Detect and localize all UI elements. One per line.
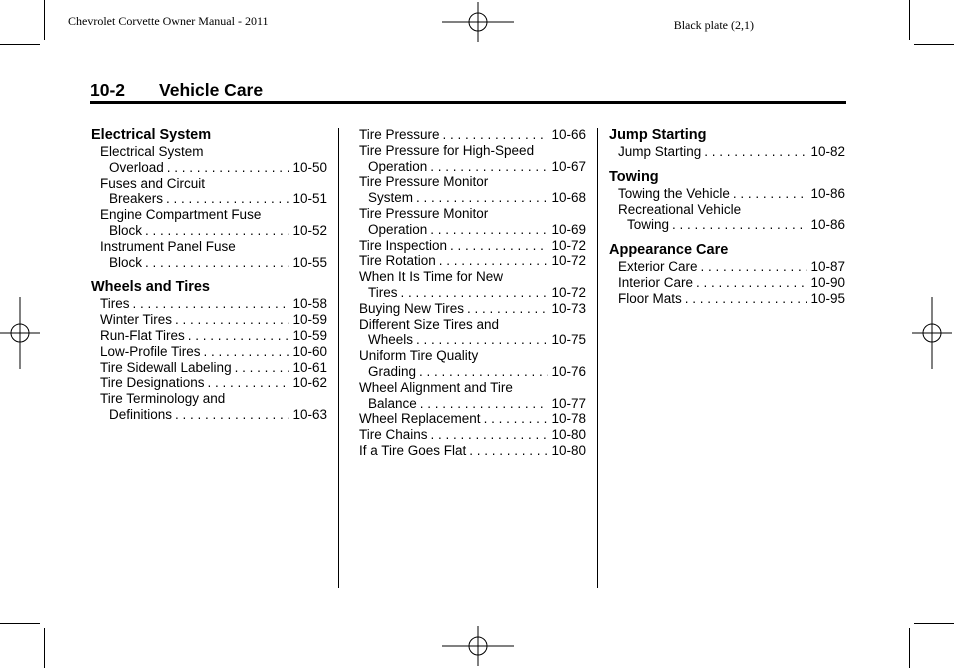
entry-text: Tire Pressure Monitor <box>359 174 489 190</box>
crop-mark <box>0 44 40 45</box>
toc-entry[interactable] <box>91 207 327 239</box>
crop-mark <box>914 623 954 624</box>
page-number: 10-78 <box>551 411 586 427</box>
page-number: 10-90 <box>810 274 845 290</box>
leader-dots <box>145 223 289 239</box>
leader-dots <box>235 360 290 376</box>
toc-entry[interactable] <box>91 312 327 328</box>
toc-entry[interactable] <box>609 202 845 234</box>
entry-text: Tire Sidewall Labeling <box>100 359 232 375</box>
page-number: 10-72 <box>551 284 586 300</box>
group-title: Wheels and Tires <box>91 279 210 296</box>
group-title: Electrical System <box>91 127 212 143</box>
group-title: Appearance Care <box>609 242 729 259</box>
page-number: 10-55 <box>292 254 327 270</box>
leader-dots <box>484 411 549 427</box>
leader-dots <box>431 427 549 443</box>
toc-entry[interactable] <box>91 296 327 312</box>
section-number: 10-2 <box>90 80 126 100</box>
entry-text: Tire Pressure for High-Speed <box>359 142 535 158</box>
leader-dots <box>167 160 290 176</box>
entry-text: Tire Pressure Monitor <box>359 205 489 221</box>
leader-dots <box>704 144 807 160</box>
page-number: 10-66 <box>551 127 586 142</box>
leader-dots <box>416 190 548 206</box>
toc-entry[interactable] <box>91 375 327 391</box>
leader-dots <box>469 443 548 459</box>
entry-text: Towing the Vehicle <box>618 185 730 201</box>
page-number: 10-86 <box>810 217 845 233</box>
leader-dots <box>420 396 549 412</box>
leader-dots <box>696 275 807 291</box>
page-number: 10-80 <box>551 442 586 458</box>
toc-entry[interactable] <box>359 127 586 143</box>
page-number: 10-80 <box>551 427 586 443</box>
toc-entry[interactable] <box>359 427 586 443</box>
entry-text: Block <box>109 222 143 238</box>
toc-entry[interactable] <box>91 391 327 423</box>
leader-dots <box>208 375 290 391</box>
entry-text: Fuses and Circuit <box>100 175 206 191</box>
entry-text: Recreational Vehicle <box>618 201 742 217</box>
page-number: 10-50 <box>292 159 327 175</box>
leader-dots <box>416 332 548 348</box>
column-divider <box>597 128 598 588</box>
toc-entry[interactable] <box>359 253 586 269</box>
leader-dots <box>430 159 548 175</box>
entry-text: Electrical System <box>100 144 204 159</box>
entry-text: Grading <box>368 363 417 379</box>
page-number: 10-67 <box>551 158 586 174</box>
toc-entry[interactable] <box>609 144 845 160</box>
leader-dots <box>166 191 289 207</box>
toc-entry[interactable] <box>359 411 586 427</box>
leader-dots <box>204 344 290 360</box>
registration-mark-icon <box>442 2 514 42</box>
leader-dots <box>188 328 290 344</box>
page-number: 10-76 <box>551 363 586 379</box>
page-number: 10-59 <box>292 312 327 328</box>
toc-column-2 <box>359 127 586 459</box>
leader-dots <box>439 253 549 269</box>
toc-entry[interactable] <box>359 380 586 412</box>
entry-text: Jump Starting <box>618 144 702 159</box>
registration-mark-icon <box>0 297 40 369</box>
registration-mark-icon <box>912 297 952 369</box>
leader-dots <box>175 312 289 328</box>
entry-text: Operation <box>368 158 428 174</box>
page-number: 10-68 <box>551 190 586 206</box>
entry-text: Tire Rotation <box>359 253 436 269</box>
entry-text: When It Is Time for New <box>359 269 504 285</box>
leader-dots <box>733 186 808 202</box>
leader-dots <box>450 238 548 254</box>
crop-mark <box>44 0 45 40</box>
column-divider <box>338 128 339 588</box>
leader-dots <box>401 285 549 301</box>
entry-text: Tire Terminology and <box>100 391 226 407</box>
entry-text: Low-Profile Tires <box>100 343 201 359</box>
section-title: Vehicle Care <box>159 80 264 100</box>
leader-dots <box>672 217 807 233</box>
toc-column-3 <box>609 127 845 307</box>
group-title: Jump Starting <box>609 127 707 143</box>
page-number: 10-75 <box>551 332 586 348</box>
leader-dots <box>685 291 808 307</box>
entry-text: Floor Mats <box>618 290 682 306</box>
page-number: 10-72 <box>551 253 586 269</box>
page-number: 10-87 <box>810 259 845 275</box>
entry-text: Overload <box>109 159 164 175</box>
entry-text: System <box>368 190 414 206</box>
toc-entry[interactable] <box>609 275 845 291</box>
entry-text: Breakers <box>109 191 164 207</box>
entry-text: Operation <box>368 221 428 237</box>
group-title: Towing <box>609 168 659 185</box>
leader-dots <box>175 407 289 423</box>
page-number: 10-59 <box>292 327 327 343</box>
page-number: 10-61 <box>292 359 327 375</box>
page-number: 10-73 <box>551 300 586 316</box>
toc-entry[interactable] <box>91 344 327 360</box>
toc-entry[interactable] <box>609 259 845 275</box>
leader-dots <box>467 301 548 317</box>
entry-text: Definitions <box>109 406 173 422</box>
crop-mark <box>44 628 45 668</box>
entry-text: Balance <box>368 395 417 411</box>
leader-dots <box>430 222 548 238</box>
registration-mark-icon <box>442 626 514 666</box>
entry-text: Buying New Tires <box>359 300 465 316</box>
entry-text: Tire Designations <box>100 375 205 391</box>
toc-column-1 <box>91 127 327 423</box>
leader-dots <box>419 364 548 380</box>
page-number: 10-63 <box>292 406 327 422</box>
page-number: 10-62 <box>292 375 327 391</box>
toc-entry[interactable] <box>91 176 327 208</box>
entry-text: If a Tire Goes Flat <box>359 442 467 458</box>
entry-text: Towing <box>627 217 670 233</box>
page-number: 10-58 <box>292 296 327 312</box>
title-rule <box>90 101 846 104</box>
toc-entry[interactable] <box>91 360 327 376</box>
page-number: 10-69 <box>551 221 586 237</box>
toc-entry[interactable] <box>91 239 327 271</box>
entry-text: Winter Tires <box>100 312 173 328</box>
entry-text: Engine Compartment Fuse <box>100 207 262 223</box>
page-number: 10-77 <box>551 395 586 411</box>
crop-mark <box>914 44 954 45</box>
page-number: 10-82 <box>810 144 845 159</box>
entry-text: Different Size Tires and <box>359 316 500 332</box>
toc-entry[interactable] <box>359 206 586 238</box>
running-header: Chevrolet Corvette Owner Manual - 2011 <box>68 14 269 28</box>
page-number: 10-60 <box>292 343 327 359</box>
toc-entry[interactable] <box>609 291 845 307</box>
entry-text: Block <box>109 254 143 270</box>
page-number: 10-52 <box>292 222 327 238</box>
entry-text: Run-Flat Tires <box>100 327 185 343</box>
toc-entry[interactable] <box>359 143 586 175</box>
leader-dots <box>443 127 549 143</box>
entry-text: Tires <box>100 296 130 312</box>
entry-text: Tire Inspection <box>359 237 448 253</box>
entry-text: Wheels <box>368 332 414 348</box>
toc-entry[interactable] <box>359 443 586 459</box>
toc-entry[interactable] <box>359 174 586 206</box>
entry-text: Uniform Tire Quality <box>359 348 479 364</box>
leader-dots <box>701 259 808 275</box>
plate-label: Black plate (2,1) <box>673 18 754 32</box>
toc-entry[interactable] <box>359 317 586 349</box>
page-number: 10-51 <box>292 191 327 207</box>
toc-entry[interactable] <box>359 238 586 254</box>
entry-text: Tires <box>368 284 398 300</box>
page-number: 10-72 <box>551 237 586 253</box>
toc-entry[interactable] <box>91 144 327 176</box>
toc-entry[interactable] <box>609 186 845 202</box>
crop-mark <box>909 628 910 668</box>
entry-text: Wheel Alignment and Tire <box>359 379 513 395</box>
page-number: 10-95 <box>810 290 845 306</box>
page-title <box>90 80 845 102</box>
crop-mark <box>909 0 910 40</box>
entry-text: Interior Care <box>618 274 694 290</box>
leader-dots <box>133 296 290 312</box>
page-number: 10-86 <box>810 185 845 201</box>
entry-text: Tire Chains <box>359 427 428 443</box>
entry-text: Exterior Care <box>618 259 698 275</box>
toc-entry[interactable] <box>359 269 586 301</box>
entry-text: Instrument Panel Fuse <box>100 238 236 254</box>
crop-mark <box>0 623 40 624</box>
entry-text: Wheel Replacement <box>359 411 481 427</box>
toc-entry[interactable] <box>91 328 327 344</box>
entry-text: Tire Pressure <box>359 127 440 142</box>
leader-dots <box>145 255 289 271</box>
toc-entry[interactable] <box>359 301 586 317</box>
toc-entry[interactable] <box>359 348 586 380</box>
